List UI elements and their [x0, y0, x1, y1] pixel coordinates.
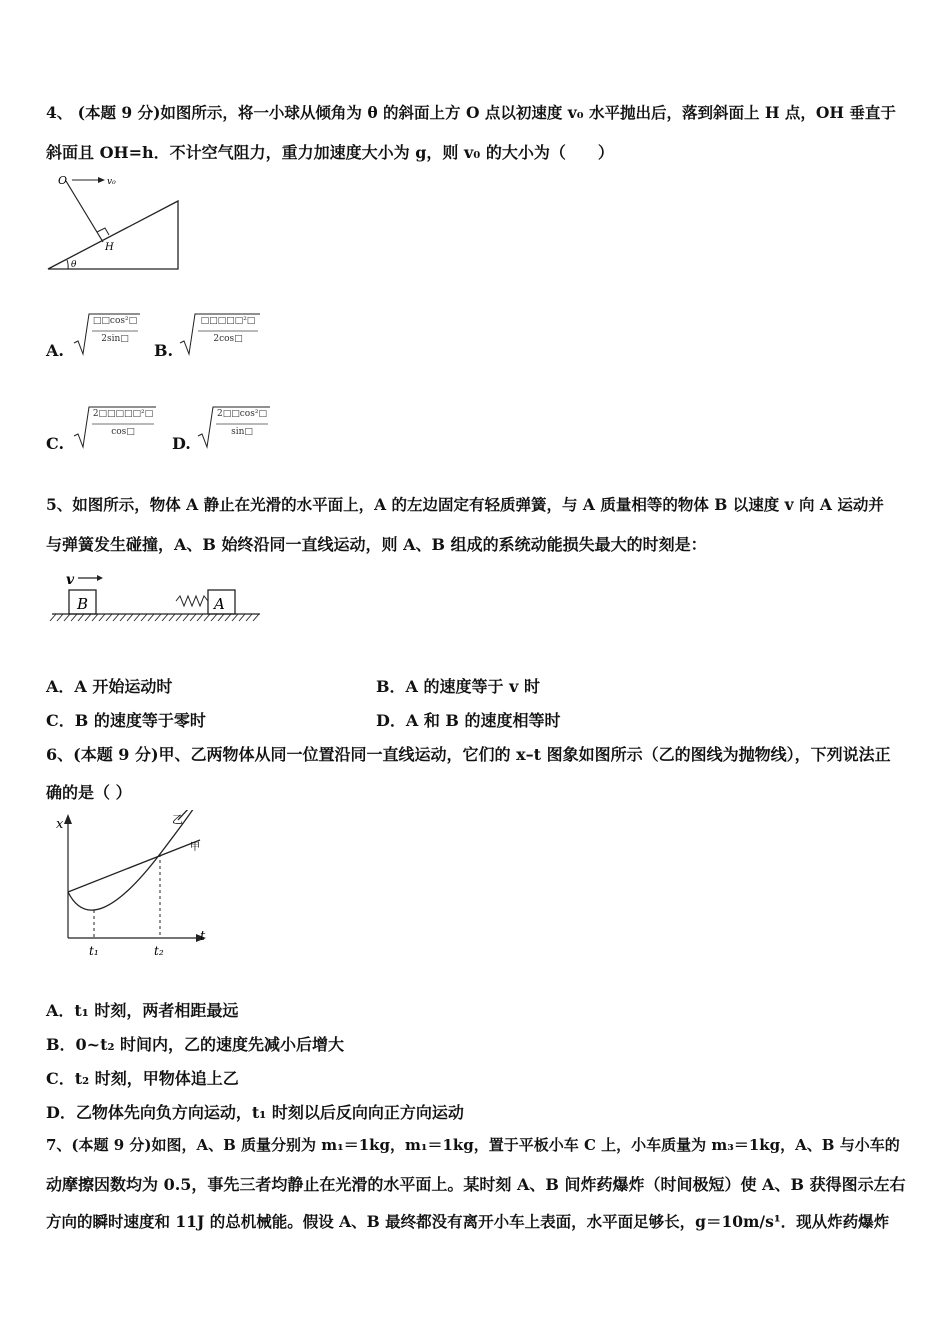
velocity-arrowhead [97, 575, 103, 581]
q5-text-line1: 5、如图所示，物体 A 静止在光滑的水平面上，A 的左边固定有轻质弹簧，与 A 质量相等的物体 B 以速度 v 向 A 运动并 [46, 495, 884, 514]
v0-arrowhead [98, 177, 105, 183]
label-t2: t₂ [154, 944, 164, 958]
label-t1: t₁ [89, 944, 99, 958]
q7-text-line2: 动摩擦因数均为 0.5，事先三者均静止在光滑的水平面上。某时刻 A、B 间炸药爆炸（时间极短）使 A、B 获得图示左右 [46, 1175, 906, 1194]
q4-option-b-key: B. [154, 341, 174, 360]
q4-d-denominator: sin□ [231, 427, 253, 437]
q4-d-numerator: 2□□cos²□ [217, 409, 267, 419]
q4-option-a-formula [72, 310, 142, 356]
q6-option-c: C．t₂ 时刻，甲物体追上乙 [46, 1069, 239, 1088]
q6-text-line2: 确的是（ ） [46, 783, 132, 802]
label-jia: 甲 [190, 842, 200, 853]
label-B: B [77, 595, 89, 613]
q7-text-line3: 方向的瞬时速度和 11J 的总机械能。假设 A、B 最终都没有离开小车上表面，水平面足够长，g＝10m/s¹．现从炸药爆炸 [46, 1212, 890, 1231]
label-yi: 乙 [172, 813, 183, 826]
q5-option-b: B．A 的速度等于 v 时 [376, 677, 540, 696]
label-O: O [58, 174, 68, 187]
q4-a-numerator: □□cos²□ [92, 316, 138, 326]
x-axis-arrowhead [64, 814, 72, 824]
q5-option-a: A．A 开始运动时 [46, 677, 173, 696]
q6-option-b: B．0~t₂ 时间内，乙的速度先减小后增大 [46, 1035, 345, 1054]
spring [176, 596, 208, 606]
q4-option-d-key: D. [172, 434, 191, 453]
label-H: H [105, 242, 114, 253]
q4-a-denominator: 2sin□ [101, 334, 129, 344]
q4-c-denominator: cos□ [111, 427, 135, 437]
q4-text-line1: 4、 (本题 9 分)如图所示，将一小球从倾角为 θ 的斜面上方 O 点以初速度 v₀ 水平抛出后，落到斜面上 H 点，OH 垂直于 [46, 103, 896, 122]
label-t: t [200, 929, 206, 944]
oh-line [66, 181, 103, 242]
label-theta: θ [71, 260, 77, 270]
q6-option-d: D．乙物体先向负方向运动，t₁ 时刻以后反向向正方向运动 [46, 1103, 464, 1122]
incline-triangle [48, 201, 178, 269]
q6-xt-graph [52, 810, 214, 960]
q4-option-b-formula [178, 310, 262, 356]
q4-c-numerator: 2□□□□□²□ [92, 409, 154, 419]
q4-text-line2: 斜面且 OH=h．不计空气阻力，重力加速度大小为 g，则 v₀ 的大小为（ ） [46, 143, 614, 162]
q4-option-a-key: A. [46, 341, 64, 360]
q7-text-line1: 7、(本题 9 分)如图，A、B 质量分别为 m₁＝1kg，m₁＝1kg，置于平板小车 C 上，小车质量为 m₃＝1kg，A、B 与小车的 [46, 1136, 900, 1154]
q5-text-line2: 与弹簧发生碰撞，A、B 始终沿同一直线运动，则 A、B 组成的系统动能损失最大的时刻是： [46, 535, 707, 554]
q5-option-c: C．B 的速度等于零时 [46, 711, 206, 730]
q5-spring-figure [46, 568, 268, 630]
label-A: A [214, 595, 225, 613]
ground-hatching [50, 614, 259, 621]
q6-option-a: A．t₁ 时刻，两者相距最远 [46, 1001, 239, 1020]
q4-option-d-formula [196, 403, 272, 449]
q4-b-denominator: 2cos□ [213, 334, 243, 344]
q5-option-d: D．A 和 B 的速度相等时 [376, 711, 561, 730]
q4-incline-figure [44, 168, 184, 274]
label-x: x [56, 817, 64, 832]
q4-b-numerator: □□□□□²□ [200, 316, 256, 326]
q4-option-c-key: C. [46, 434, 65, 453]
theta-arc [67, 260, 68, 269]
label-v0: v₀ [107, 177, 116, 187]
q6-text-line1: 6、(本题 9 分)甲、乙两物体从同一位置沿同一直线运动，它们的 x–t 图象如图所示（乙的图线为抛物线），下列说法正 [46, 745, 891, 764]
label-v: v [66, 572, 75, 588]
q4-option-c-formula [72, 403, 158, 449]
